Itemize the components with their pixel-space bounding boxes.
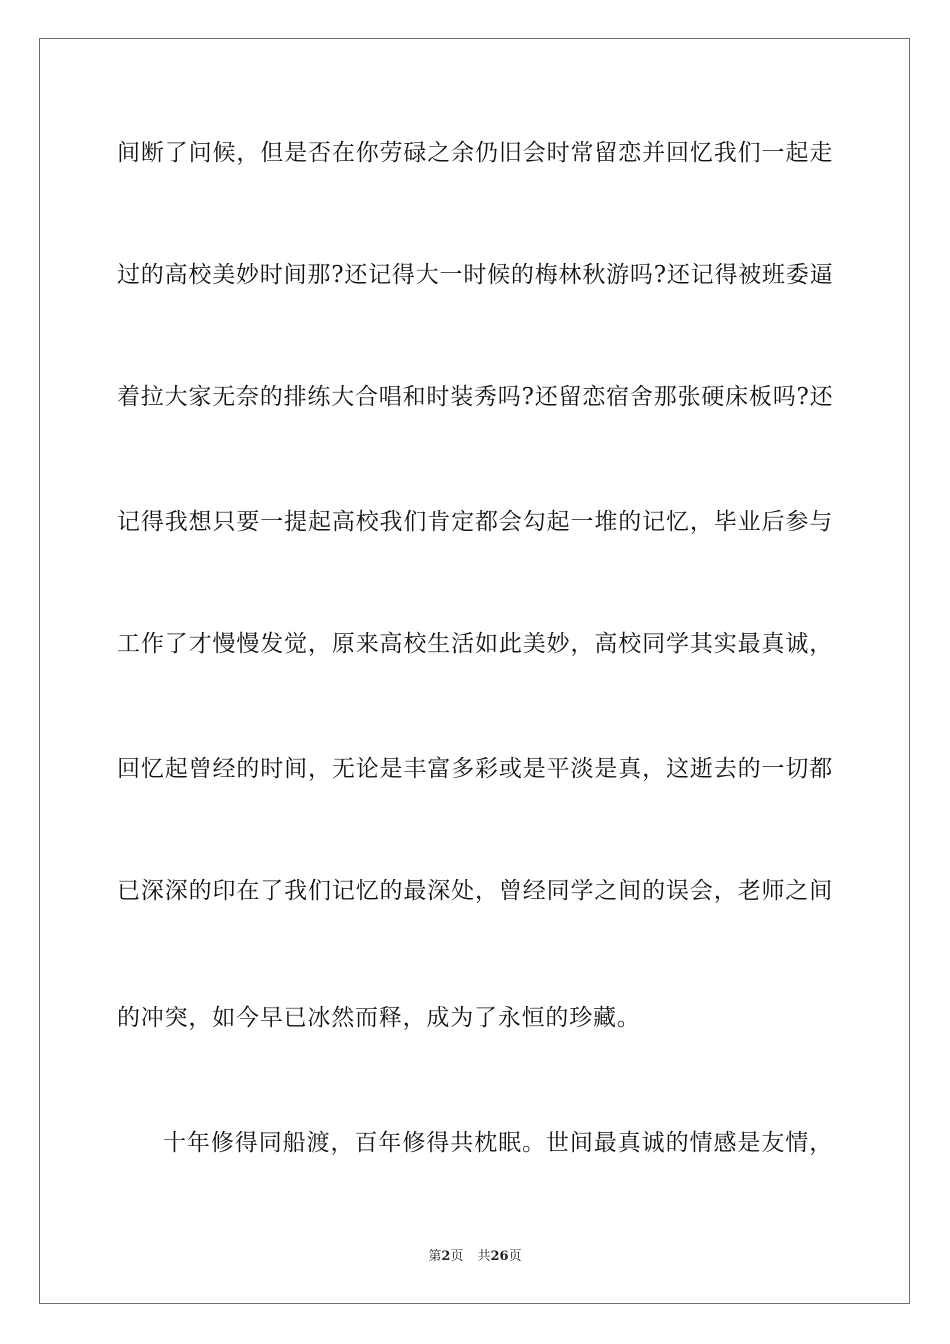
- footer-total-suffix: 页: [508, 1249, 522, 1264]
- footer-total-pages: 26: [490, 1249, 509, 1264]
- footer-total-prefix: 共: [477, 1249, 491, 1264]
- text-line-4: 记得我想只要一提起高校我们肯定都会勾起一堆的记忆，毕业后参与: [117, 509, 833, 535]
- page-border: [39, 38, 910, 1304]
- text-line-9-paragraph-start: 十年修得同船渡，百年修得共枕眠。世间最真诚的情感是友情，: [163, 1130, 833, 1156]
- text-line-5: 工作了才慢慢发觉，原来高校生活如此美妙，高校同学其实最真诚，: [117, 631, 833, 657]
- text-line-6: 回忆起曾经的时间，无论是丰富多彩或是平淡是真，这逝去的一切都: [117, 756, 833, 782]
- footer-page-suffix: 页: [450, 1249, 464, 1264]
- text-line-7: 已深深的印在了我们记忆的最深处，曾经同学之间的误会，老师之间: [117, 878, 833, 904]
- footer-page-prefix: 第: [428, 1249, 442, 1264]
- text-line-3: 着拉大家无奈的排练大合唱和时装秀吗?还留恋宿舍那张硬床板吗?还: [117, 384, 834, 410]
- text-line-8: 的冲突，如今早已冰然而释，成为了永恒的珍藏。: [117, 1005, 641, 1031]
- footer-current-page: 2: [441, 1249, 451, 1264]
- text-line-2: 过的高校美妙时间那?还记得大一时候的梅林秋游吗?还记得被班委逼: [117, 262, 834, 288]
- page-footer: [0, 1247, 950, 1267]
- text-line-1: 间断了问候，但是否在你劳碌之余仍旧会时常留恋并回忆我们一起走: [117, 140, 833, 166]
